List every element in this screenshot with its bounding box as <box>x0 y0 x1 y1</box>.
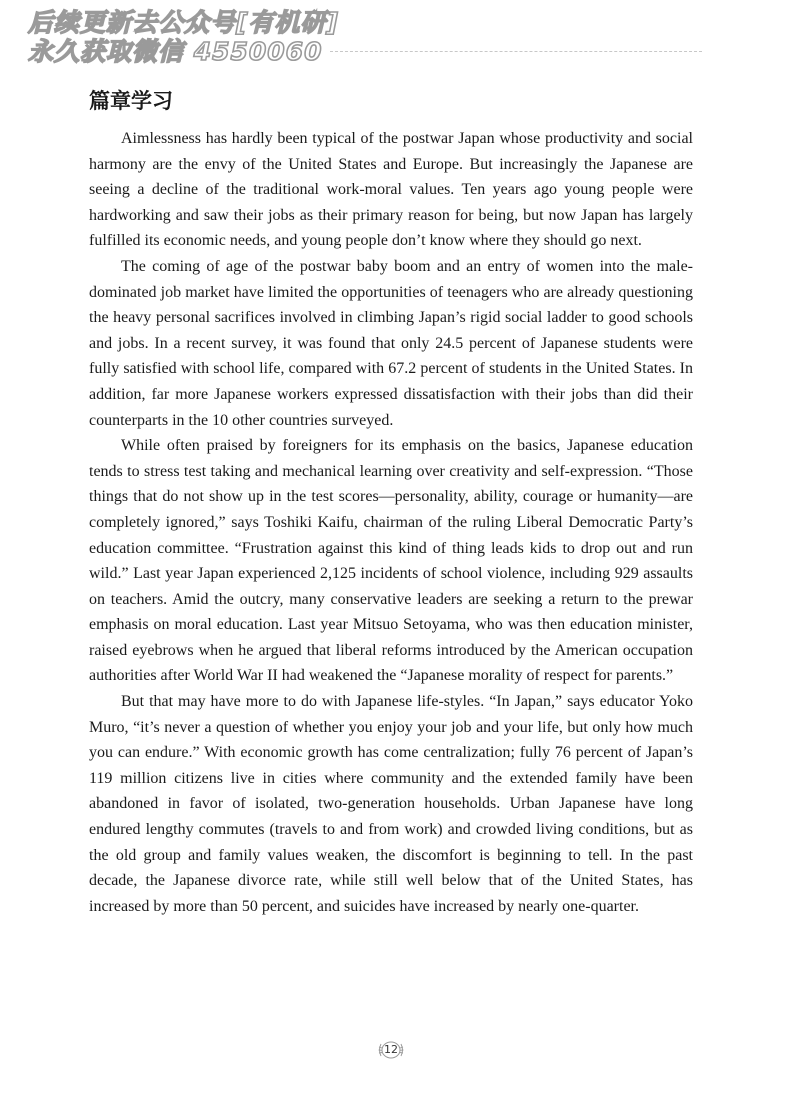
section-title: 篇章学习 <box>89 89 173 113</box>
watermark <box>28 8 348 66</box>
header-divider <box>330 51 702 52</box>
article-paragraph: While often praised by foreigners for its emphasis on the basics, Japanese education tends to stress test taking and mechanical learning over creativity and self-expression. “Those things that do not show up in the test scores—personality, ability, courage or humanity—are completely ignored,” says Toshiki Kaifu, chairman of the ruling Liberal Democratic Party’s education committee. “Frustration against this kind of thing leads kids to drop out and run wild.” Last year Japan experienced 2,125 incidents of school violence, including 929 assaults on teachers. Amid the outcry, many conservative leaders are seeking a return to the prewar emphasis on moral education. Last year Mitsuo Setoyama, who was then education minister, raised eyebrows when he argued that liberal reforms introduced by the American occupation authorities after World War II had weakened the “Japanese morality of respect for parents.” <box>89 437 693 685</box>
article-paragraph: The coming of age of the postwar baby boom and an entry of women into the male-dominated job market have limited the opportunities of teenagers who are already questioning the heavy personal sacrifices involved in climbing Japan’s rigid social ladder to good schools and jobs. In a recent survey, it was found that only 24.5 percent of Japanese students were fully satisfied with school life, compared with 67.2 percent of students in the United States. In addition, far more Japanese workers expressed dissatisfaction with their jobs than did their counterparts in the 10 other countries surveyed. <box>89 257 693 429</box>
page-number-badge <box>376 1037 406 1063</box>
article-paragraph: But that may have more to do with Japanese life-styles. “In Japan,” says educator Yoko Muro, “it’s never a question of whether you enjoy your job and your life, but only how much you can endure.” With economic growth has come centralization; fully 76 percent of Japan’s 119 million citizens live in cities where community and the extended family have been abandoned in favor of isolated, two-generation households. Urban Japanese have long endured lengthy commutes (travels to and from work) and crowded living conditions, but as the old group and family values weaken, the discomfort is beginning to tell. In the past decade, the Japanese divorce rate, while still well below that of the United States, has increased by more than 50 percent, and suicides have increased by nearly one-quarter. <box>89 693 693 915</box>
article-paragraph: Aimlessness has hardly been typical of the postwar Japan whose productivity and social harmony are the envy of the United States and Europe. But increasingly the Japanese are seeing a decline of the traditional work-moral values. Ten years ago young people were hardworking and saw their jobs as their primary reason for being, but now Japan has largely fulfilled its economic needs, and young people don’t know where they should go next. <box>89 130 693 250</box>
watermark-line-2: 永久获取微信 4550060 <box>28 37 323 66</box>
page-number: 12 <box>384 1043 398 1056</box>
article-body <box>89 126 693 919</box>
watermark-line-1: 后续更新去公众号[有机研] <box>28 8 339 37</box>
